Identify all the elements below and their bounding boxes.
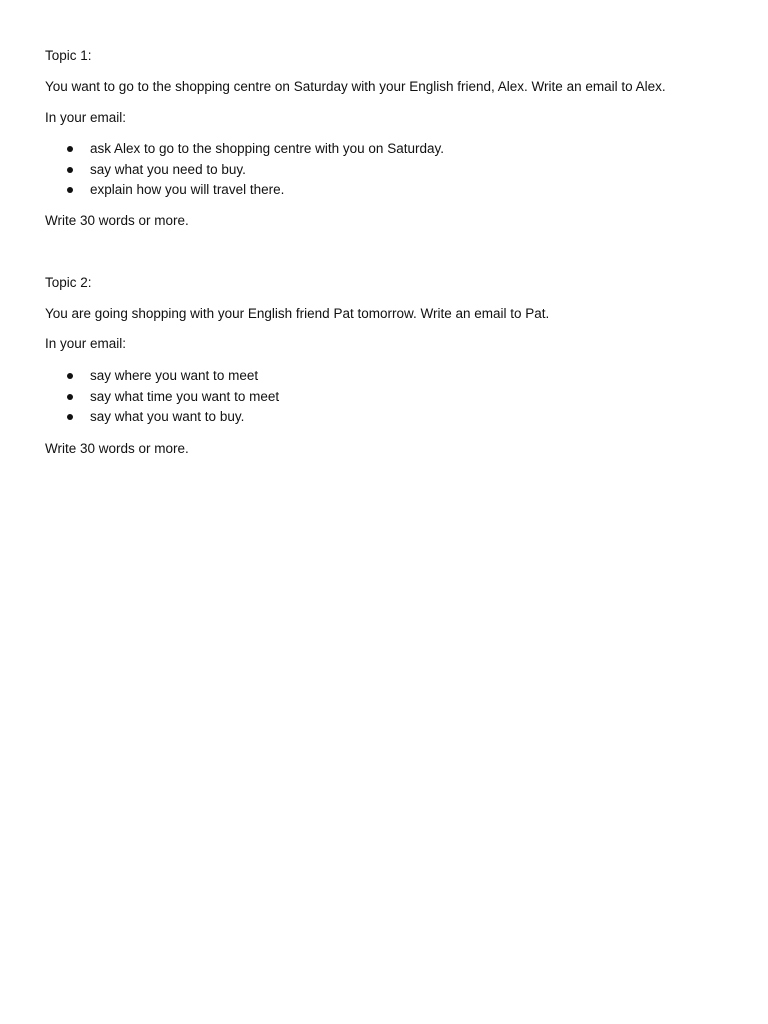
list-item-text: say what you want to buy.	[90, 409, 245, 425]
topic-1-instruction: Write 30 words or more.	[45, 213, 189, 228]
list-item	[45, 366, 279, 387]
list-item	[45, 180, 444, 201]
bullet-icon	[67, 414, 73, 420]
bullet-icon	[67, 167, 73, 173]
topic-1-bullet-list	[45, 139, 444, 201]
list-item	[45, 387, 279, 408]
bullet-icon	[67, 394, 73, 400]
bullet-icon	[67, 146, 73, 152]
bullet-icon	[67, 373, 73, 379]
topic-1-prompt: You want to go to the shopping centre on Saturday with your English friend, Alex. Write an email to Alex.	[45, 79, 666, 94]
list-item-text: ask Alex to go to the shopping centre with you on Saturday.	[90, 141, 444, 156]
list-item	[45, 160, 444, 181]
bullet-icon	[67, 187, 73, 193]
list-item-text: say what time you want to meet	[90, 388, 280, 404]
topic-2-instruction: Write 30 words or more.	[45, 441, 189, 456]
topic-2-prompt: You are going shopping with your English friend Pat tomorrow. Write an email to Pat.	[45, 306, 550, 321]
topic-2-heading: Topic 2:	[45, 275, 92, 290]
list-item	[45, 139, 444, 160]
topic-2-intro: In your email:	[45, 336, 127, 351]
topic-1-intro: In your email:	[45, 110, 127, 125]
list-item-text: explain how you will travel there.	[90, 182, 285, 198]
list-item-text: say what you need to buy.	[90, 161, 246, 177]
topic-1-heading: Topic 1:	[45, 48, 92, 63]
list-item-text: say where you want to meet	[90, 368, 259, 383]
list-item	[45, 407, 279, 428]
topic-2-bullet-list	[45, 366, 279, 428]
